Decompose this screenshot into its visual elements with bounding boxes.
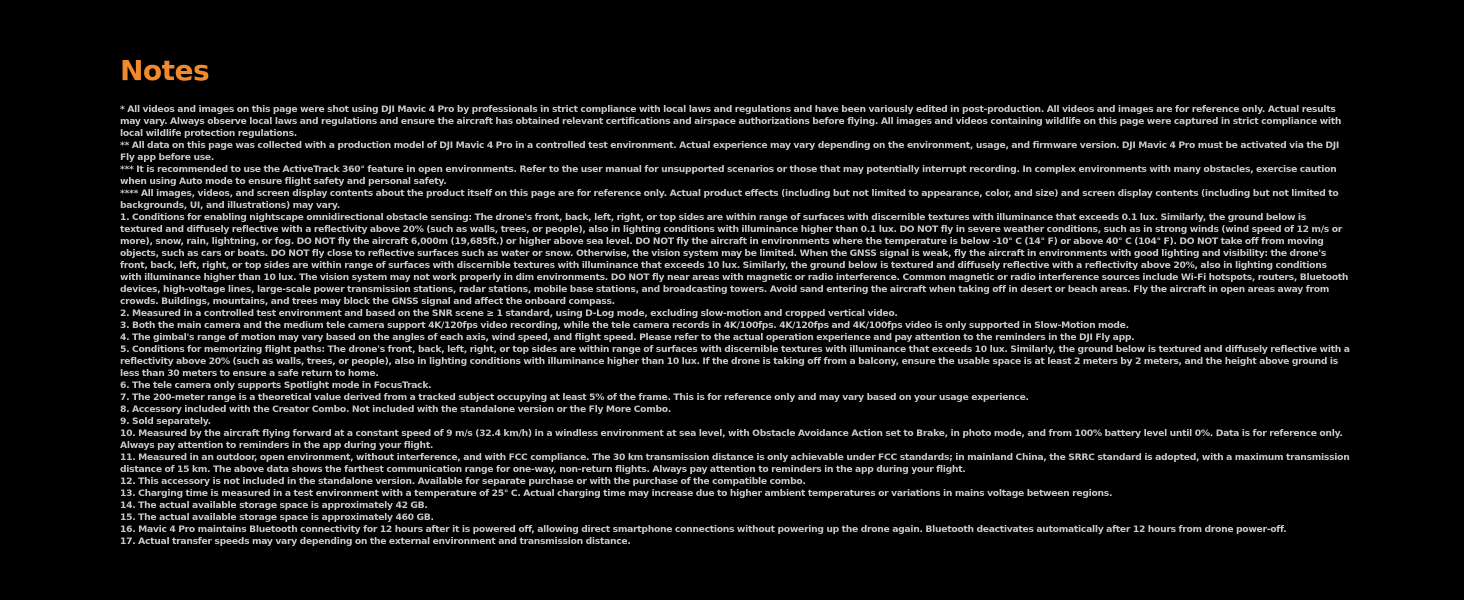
note-item: **** All images, videos, and screen display contents about the product itself on this page are for reference only. Actual product effects (including but not limited to appearance, color, and size) and screen display contents (including but not limited to backgrounds, UI, and illustrations) may vary.	[120, 188, 1339, 211]
note-item: 4. The gimbal's range of motion may vary based on the angles of each axis, wind speed, and flight speed. Please refer to the actual operation experience and pay attention to the reminders in the DJI Fly app.	[120, 332, 1135, 343]
note-item: 11. Measured in an outdoor, open environment, without interference, and with FCC compliance. The 30 km transmission distance is only achievable under FCC standards; in mainland China, the SRRC standard is adopted, with a maximum transmission distance of 15 km. The above data shows the farthest communication range for one-way, non-return flights. Always pay attention to reminders in the app during your flight.	[120, 452, 1350, 475]
note-item: 17. Actual transfer speeds may vary depending on the external environment and transmission distance.	[120, 536, 631, 547]
note-item: 10. Measured by the aircraft flying forward at a constant speed of 9 m/s (32.4 km/h) in a windless environment at sea level, with Obstacle Avoidance Action set to Brake, in photo mode, and from 100% battery level until 0%. Data is for reference only. Always pay attention to reminders in the app during your flight.	[120, 428, 1343, 451]
note-item: 14. The actual available storage space is approximately 42 GB.	[120, 500, 428, 511]
note-item: * All videos and images on this page were shot using DJI Mavic 4 Pro by professionals in strict compliance with local laws and regulations and have been variously edited in post-production. All videos and images are for reference only. Actual results may vary. Always observe local laws and regulations and ensure the aircraft has obtained relevant certifications and airspace authorizations before flying. All images and videos containing wildlife on this page were captured in strict compliance with local wildlife protection regulations.	[120, 104, 1342, 139]
note-item: 8. Accessory included with the Creator Combo. Not included with the standalone version or the Fly More Combo.	[120, 404, 672, 415]
note-item: 5. Conditions for memorizing flight paths: The drone's front, back, left, right, or top sides are within range of surfaces with discernible textures with illuminance that exceeds 10 lux. Similarly, the ground below is textured and diffusely reflective with a reflectivity above 20% (such as walls, trees, or people), also in lighting conditions with illuminance higher than 10 lux. If the drone is taking off from a balcony, ensure the usable space is at least 2 meters by 2 meters, and the height above ground is less than 30 meters to ensure a safe return to home.	[120, 344, 1350, 379]
note-item: 12. This accessory is not included in the standalone version. Available for separate purchase or with the purchase of the compatible combo.	[120, 476, 806, 487]
note-item: 15. The actual available storage space is approximately 460 GB.	[120, 512, 434, 523]
notes-title: Notes	[120, 54, 210, 87]
notes-section	[120, 54, 1350, 548]
note-item: 16. Mavic 4 Pro maintains Bluetooth connectivity for 12 hours after it is powered off, allowing direct smartphone connections without powering up the drone again. Bluetooth deactivates automatically after 12 hours from drone power-off.	[120, 524, 1287, 535]
note-item: 3. Both the main camera and the medium tele camera support 4K/120fps video recording, while the tele camera records in 4K/100fps. 4K/120fps and 4K/100fps video is only supported in Slow-Motion mode.	[120, 320, 1129, 331]
note-item: 9. Sold separately.	[120, 416, 211, 427]
note-item: *** It is recommended to use the ActiveTrack 360° feature in open environments. Refer to the user manual for unsupported scenarios or those that may potentially interrupt recording. In complex environments with many obstacles, exercise caution when using Auto mode to ensure flight safety and personal safety.	[120, 164, 1337, 187]
note-item: 1. Conditions for enabling nightscape omnidirectional obstacle sensing: The drone's front, back, left, right, or top sides are within range of surfaces with discernible textures with illuminance that exceeds 0.1 lux. Similarly, the ground below is textured and diffusely reflective with a reflectivity above 20% (such as walls, trees, or people), also in lighting conditions with illuminance higher than 0.1 lux. DO NOT fly in severe weather conditions, such as in strong winds (wind speed of 12 m/s or more), snow, rain, lightning, or fog. DO NOT fly the aircraft 6,000m (19,685ft.) or higher above sea level. DO NOT fly the aircraft in environments where the temperature is below -10° C (14° F) or above 40° C (104° F). DO NOT take off from moving objects, such as cars or boats. DO NOT fly close to reflective surfaces such as water or snow. Otherwise, the vision system may be limited. When the GNSS signal is weak, fly the aircraft in environments with good lighting and visibility: the drone's front, back, left, right, or top sides are within range of surfaces with discernible textures with illuminance that exceeds 10 lux. Similarly, the ground below is textured and diffusely reflective with a reflectivity above 20%, also in lighting conditions with illuminance higher than 10 lux. The vision system may not work properly in dim environments. DO NOT fly near areas with magnetic or radio interference. Common magnetic or radio interference sources include Wi-Fi hotspots, routers, Bluetooth devices, high-voltage lines, large-scale power transmission stations, radar stations, mobile base stations, and broadcasting towers. Avoid sand entering the aircraft when taking off in desert or beach areas. Fly the aircraft in open areas away from crowds. Buildings, mountains, and trees may block the GNSS signal and affect the onboard compass.	[120, 212, 1349, 307]
note-item: 2. Measured in a controlled test environment and based on the SNR scene ≥ 1 standard, using D-Log mode, excluding slow-motion and cropped vertical video.	[120, 308, 898, 319]
note-item: 13. Charging time is measured in a test environment with a temperature of 25° C. Actual charging time may increase due to higher ambient temperatures or variations in mains voltage between regions.	[120, 488, 1113, 499]
notes-list	[120, 104, 1350, 548]
note-item: 6. The tele camera only supports Spotlight mode in FocusTrack.	[120, 380, 432, 391]
note-item: 7. The 200-meter range is a theoretical value derived from a tracked subject occupying at least 5% of the frame. This is for reference only and may vary based on your usage experience.	[120, 392, 1029, 403]
note-item: ** All data on this page was collected with a production model of DJI Mavic 4 Pro in a controlled test environment. Actual experience may vary depending on the environment, usage, and firmware version. DJI Mavic 4 Pro must be activated via the DJI Fly app before use.	[120, 140, 1340, 163]
